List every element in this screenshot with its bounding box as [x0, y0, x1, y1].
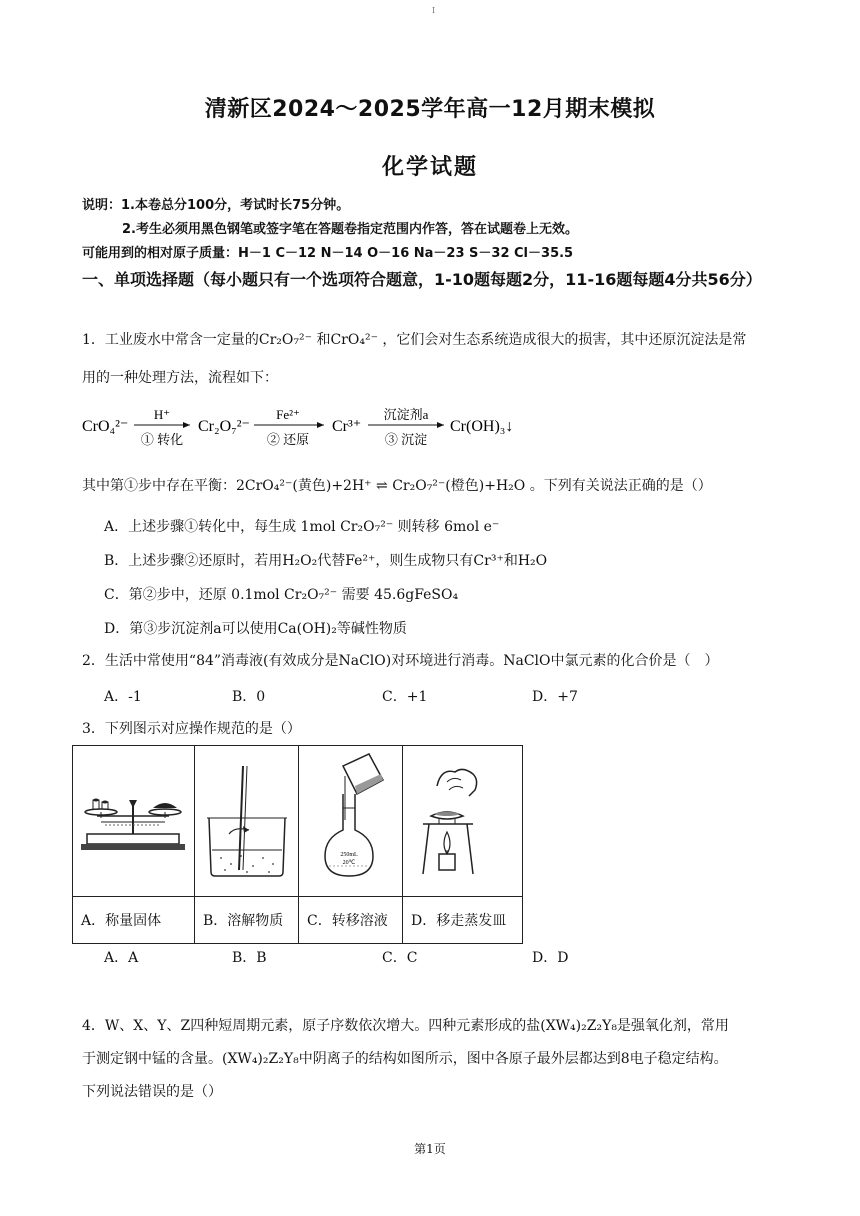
q3-picture-beaker: [195, 746, 299, 897]
balance-icon: [73, 746, 194, 892]
flask-temperature-label: 20℃: [342, 860, 356, 866]
flow-arrowhead-3: [437, 422, 444, 428]
q2-option-c: C．+1: [382, 689, 428, 705]
q3-option-b: B．B: [232, 950, 267, 966]
q1-stem-line-1: 1．工业废水中常含一定量的Cr₂O₇²⁻ 和CrO₄²⁻ ，它们会对生态系统造成很大的损害，其中还原沉淀法是常: [82, 332, 747, 348]
q3-cell-c: C．转移溶液: [299, 897, 403, 944]
flow-species-hydroxide: Cr(OH)₃↓: [450, 418, 514, 435]
q3-cell-a: A．称量固体: [73, 897, 195, 944]
note-line-2: 2.考生必须用黑色钢笔或签字笔在答题卷指定范围内作答，答在试题卷上无效。: [122, 222, 578, 237]
q1-option-a: A．上述步骤①转化中，每生成 1mol Cr₂O₇²⁻ 则转移 6mol e⁻: [104, 519, 500, 535]
flow-species-chromate: CrO₄²⁻: [82, 418, 129, 435]
header-tick-mark: I: [432, 6, 436, 15]
flow-species-dichromate: Cr₂O₇²⁻: [198, 418, 250, 435]
flow-reagent-3: 沉淀剂a: [383, 407, 429, 422]
q1-equilibrium: 其中第①步中存在平衡：2CrO₄²⁻(黄色)+2H⁺ ⇌ Cr₂O₇²⁻(橙色)+H₂O 。下列有关说法正确的是（）: [82, 478, 712, 494]
q2-option-d: D．+7: [532, 689, 578, 705]
q4-stem-line-2: 于测定钢中锰的含量。(XW₄)₂Z₂Y₈中阴离子的结构如图所示，图中各原子最外层都达到8电子稳定结构。: [82, 1051, 728, 1067]
q3-option-d: D．D: [532, 950, 569, 966]
q3-picture-flask: [299, 746, 403, 897]
q4-stem-line-3: 下列说法错误的是（）: [82, 1084, 222, 1100]
q2-stem: 2．生活中常使用“84”消毒液(有效成分是NaClO)对环境进行消毒。NaClO中氯元素的化合价是（ ）: [82, 653, 719, 669]
q4-stem-line-1: 4．W、X、Y、Z四种短周期元素，原子序数依次增大。四种元素形成的盐(XW₄)₂Z₂Y₈是强氧化剂，常用: [82, 1018, 729, 1034]
flow-reagent-2: Fe²⁺: [276, 407, 300, 422]
flow-reagent-1: H⁺: [153, 407, 171, 422]
q3-option-c: C．C: [382, 950, 418, 966]
q1-option-d: D．第③步沉淀剂a可以使用Ca(OH)₂等碱性物质: [104, 621, 407, 637]
flow-arrowhead-1: [183, 422, 190, 428]
flask-volume-label: 250mL: [340, 852, 358, 858]
q1-stem-line-2: 用的一种处理方法，流程如下：: [82, 370, 278, 386]
note-line-1: 说明：1.本卷总分100分，考试时长75分钟。: [82, 198, 350, 213]
volumetric-flask-icon: [299, 746, 402, 892]
flow-arrowhead-2: [317, 422, 324, 428]
q3-picture-evaporating-dish: [403, 746, 523, 897]
flow-species-cr3: Cr³⁺: [332, 418, 362, 435]
flow-step-3: ③ 沉淀: [384, 432, 428, 447]
q1-option-c: C．第②步中，还原 0.1mol Cr₂O₇²⁻ 需要 45.6gFeSO₄: [104, 587, 459, 603]
exam-title: 清新区2024～2025学年高一12月期末模拟: [204, 97, 656, 122]
q2-option-b: B．0: [232, 689, 266, 705]
evaporating-dish-hand-icon: [403, 746, 522, 892]
q1-flow-diagram: [82, 400, 542, 450]
q1-option-b: B．上述步骤②还原时，若用H₂O₂代替Fe²⁺，则生成物只有Cr³⁺和H₂O: [104, 553, 548, 569]
q3-stem: 3．下列图示对应操作规范的是（）: [82, 721, 301, 737]
q3-cell-d: D．移走蒸发皿: [403, 897, 523, 944]
page-number: 第1页: [414, 1142, 446, 1156]
flow-step-1: ① 转化: [140, 432, 184, 447]
beaker-stirring-icon: [195, 746, 298, 892]
exam-subtitle: 化学试题: [381, 155, 478, 180]
q3-operation-table: [72, 745, 523, 944]
flow-step-2: ② 还原: [266, 432, 310, 447]
note-line-3: 可能用到的相对原子质量：H－1 C－12 N－14 O－16 Na－23 S－32 Cl－35.5: [82, 246, 574, 261]
section-1-heading: 一、单项选择题（每小题只有一个选项符合题意，1-10题每题2分，11-16题每题4分共56分）: [82, 270, 762, 289]
q3-cell-b: B．溶解物质: [195, 897, 299, 944]
q3-option-a: A．A: [104, 950, 139, 966]
q2-option-a: A．-1: [104, 689, 142, 705]
q3-picture-balance: [73, 746, 195, 897]
